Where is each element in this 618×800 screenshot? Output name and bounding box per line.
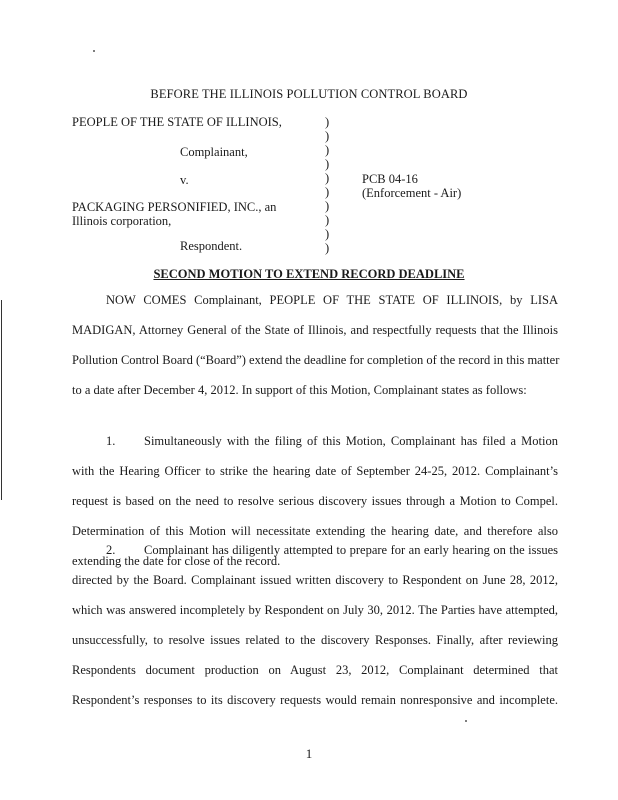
paragraph-number: 1.	[106, 434, 116, 448]
caption-bracket: )	[325, 199, 330, 213]
page-number: 1	[305, 746, 313, 761]
caption-bracket: )	[325, 185, 330, 199]
caption-bracket: )	[325, 157, 330, 171]
motion-title: SECOND MOTION TO EXTEND RECORD DEADLINE	[153, 267, 465, 281]
defendant-description: Illinois corporation,	[72, 214, 172, 228]
plaintiff-name: PEOPLE OF THE STATE OF ILLINOIS,	[72, 115, 282, 129]
text-line: with the Hearing Officer to strike the hearing date of September 24-25, 2012. Complainant’s	[72, 464, 558, 478]
text-line: Respondent’s responses to its discovery requests would remain nonresponsive and incomplete.	[72, 693, 558, 707]
text-line: extending the date for close of the record.	[72, 554, 281, 568]
case-number: PCB 04-16	[362, 172, 418, 186]
text-line: MADIGAN, Attorney General of the State of Illinois, and respectfully requests that the Illinois	[72, 323, 558, 337]
text-line: which was answered incompletely by Respondent on July 30, 2012. The Parties have attempted,	[72, 603, 558, 617]
text-line: Complainant has diligently attempted to prepare for an early hearing on the issues	[144, 543, 558, 557]
text-line: NOW COMES Complainant, PEOPLE OF THE STATE OF ILLINOIS, by LISA	[106, 293, 558, 307]
caption-bracket: )	[325, 143, 330, 157]
paragraph-2	[72, 542, 558, 722]
case-type: (Enforcement - Air)	[362, 186, 462, 200]
text-line: request is based on the need to resolve serious discovery issues through a Motion to Compel.	[72, 494, 558, 508]
caption-bracket: )	[325, 241, 330, 255]
text-line: Pollution Control Board (“Board”) extend the deadline for completion of the record in this matter	[72, 353, 560, 367]
text-line: to a date after December 4, 2012. In support of this Motion, Complainant states as follows:	[72, 383, 527, 397]
text-line: Simultaneously with the filing of this Motion, Complainant has filed a Motion	[144, 434, 558, 448]
caption-bracket: )	[325, 171, 330, 185]
caption-bracket: )	[325, 129, 330, 143]
paragraph-number: 2.	[106, 543, 116, 557]
caption-bracket: )	[325, 227, 330, 241]
defendant-role: Respondent.	[180, 239, 243, 253]
plaintiff-role: Complainant,	[180, 145, 248, 159]
caption-bracket: )	[325, 213, 330, 227]
versus-label: v.	[180, 173, 189, 187]
defendant-name: PACKAGING PERSONIFIED, INC., an	[72, 200, 277, 214]
board-title: BEFORE THE ILLINOIS POLLUTION CONTROL BOARD	[150, 87, 468, 101]
text-line: unsuccessfully, to resolve issues related to the discovery Responses. Finally, after reviewing	[72, 633, 558, 647]
page-edge-mark	[1, 300, 2, 500]
caption-bracket: )	[325, 115, 330, 129]
text-line: directed by the Board. Complainant issued written discovery to Respondent on June 28, 2012,	[72, 573, 558, 587]
intro-paragraph	[72, 292, 558, 452]
text-line: Determination of this Motion will necessitate extending the hearing date, and therefore also	[72, 524, 558, 538]
scan-speck	[93, 50, 95, 52]
text-line: Respondents document production on August 23, 2012, Complainant determined that	[72, 663, 558, 677]
